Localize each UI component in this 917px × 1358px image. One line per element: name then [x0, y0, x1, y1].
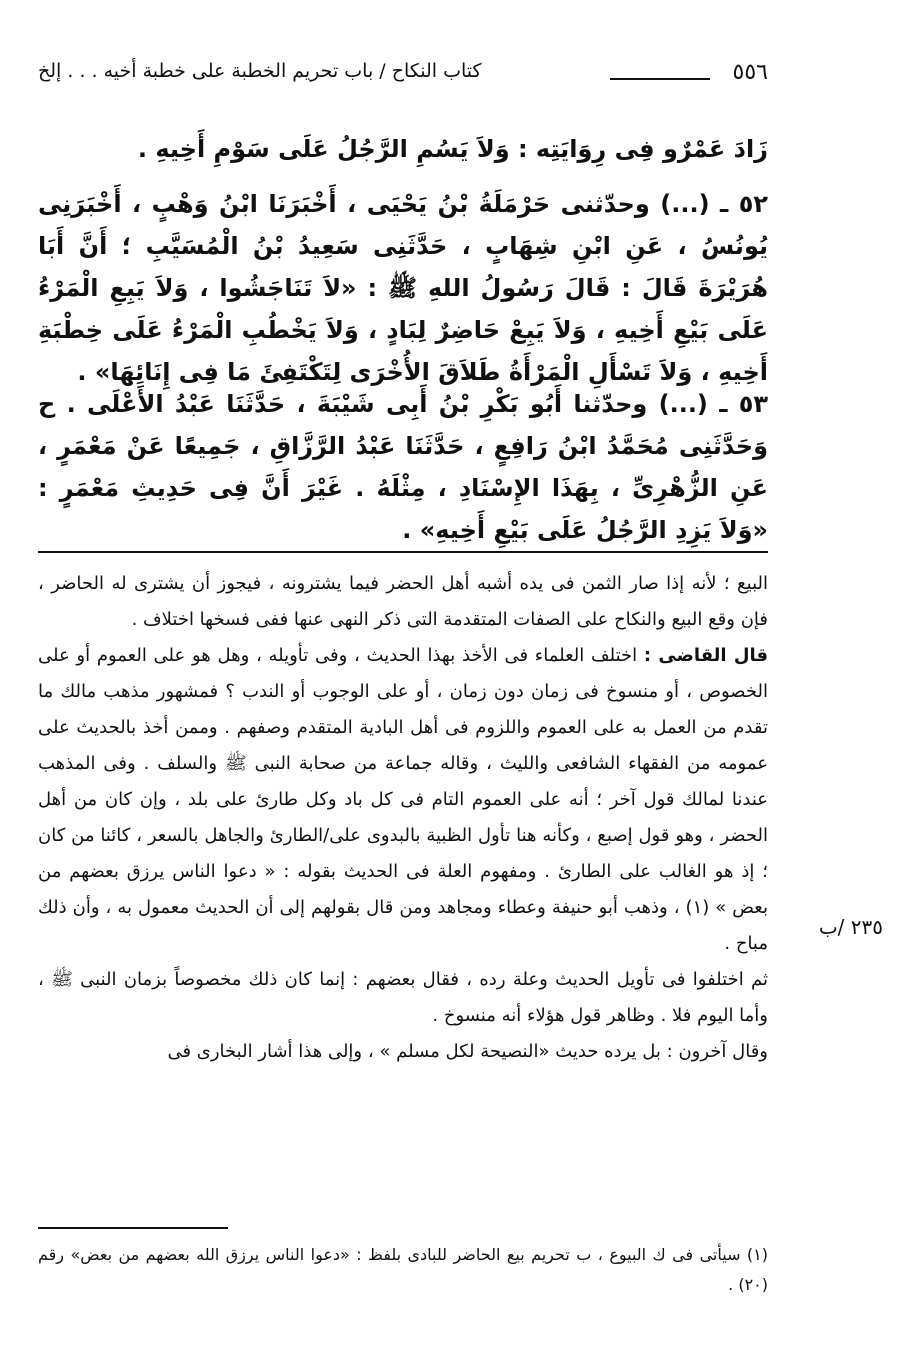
running-title: كتاب النكاح / باب تحريم الخطبة على خطبة أخيه . . . إلخ: [38, 60, 482, 82]
hadith-53-text: ٥٣ ـ (...) وحدّثنا أَبُو بَكْرِ بْنُ أَبِى شَيْبَةَ ، حَدَّثَنَا عَبْدُ الأَعْلَى . ح وَحَدَّثَنِى مُحَمَّدُ ابْنُ رَافِعٍ ، حَدَّثَنَا عَبْدُ الرَّزَّاقِ ، جَمِيعًا عَنْ مَعْمَرٍ ، عَنِ الزُّهْرِىِّ ، بِهَذَا الإِسْنَادِ ، مِثْلَهُ . غَيْرَ أَنَّ فِى حَدِيثِ مَعْمَرٍ : «وَلاَ يَزِدِ الرَّجُلُ عَلَى بَيْعِ أَخِيهِ» .: [38, 390, 768, 544]
commentary-paragraph-2-lead: قال القاضى :: [643, 645, 768, 666]
commentary-paragraph-3: ثم اختلفوا فى تأويل الحديث وعلة رده ، فقال بعضهم : إنما كان ذلك مخصوصاً بزمان النبى ﷺ ، وأما اليوم فلا . وظاهر قول هؤلاء أنه منسوخ .: [38, 969, 768, 1026]
hadith-53: [38, 383, 768, 551]
footnote: (١) سيأتى فى ك البيوع ، ب تحريم بيع الحاضر للبادى بلفظ : «دعوا الناس يرزق الله بعضهم من بعض» رقم (٢٠) .: [38, 1245, 768, 1294]
hadith-52-text: ٥٢ ـ (...) وحدّثنى حَرْمَلَةُ بْنُ يَحْيَى ، أَخْبَرَنَا ابْنُ وَهْبٍ ، أَخْبَرَنِى يُونُسُ ، عَنِ ابْنِ شِهَابٍ ، حَدَّثَنِى سَعِيدُ بْنُ الْمُسَيَّبِ ؛ أَنَّ أَبَا هُرَيْرَةَ قَالَ : قَالَ رَسُولُ اللهِ ﷺ : «لاَ تَنَاجَشُوا ، وَلاَ يَبِعِ الْمَرْءُ عَلَى بَيْعِ أَخِيهِ ، وَلاَ يَبِعْ حَاضِرٌ لِبَادٍ ، وَلاَ يَخْطُبِ الْمَرْءُ عَلَى خِطْبَةِ أَخِيهِ ، وَلاَ تَسْأَلِ الْمَرْأَةُ طَلاَقَ الأُخْرَى لِتَكْتَفِئَ مَا فِى إِنَائِهَا» .: [38, 190, 768, 386]
text-commentary-separator: [38, 551, 768, 553]
page-number: ٥٥٦: [732, 60, 768, 85]
commentary-paragraph-2: [38, 638, 768, 962]
hadith-intro: [38, 128, 768, 170]
commentary-paragraph-1: البيع ؛ لأنه إذا صار الثمن فى يده أشبه أهل الحضر فيما يشترونه ، فيجوز أن يشترى له الحاضر ، فإن وقع البيع والنكاح على الصفات المتقدمة التى ذكر النهى عنها ففى فسخها اختلاف .: [38, 573, 768, 630]
commentary-section: [38, 566, 768, 1070]
commentary-paragraph-2-body: اختلف العلماء فى الأخذ بهذا الحديث ، وفى تأويله ، وهل هو على العموم أو على الخصوص ، أو منسوخ فى زمان دون زمان ، أو على الوجوب أو الندب ؟ فمشهور مذهب مالك ما تقدم من العمل به على العموم واللزوم فى أهل البادية المتقدم وصفهم . وممن أخذ بالحديث على عمومه من الفقهاء الشافعى والليث ، وقاله جماعة من صحابة النبى ﷺ والسلف . وفى المذهب عندنا لمالك قول آخر ؛ أنه على العموم التام فى كل باد وكل طارئ على بلد ، وإن كان من أهل الحضر ، وهو قول إصبع ، وكأنه هنا تأول الظبية بالبدوى على/الطارئ والجاهل بالسعر ، كائنا من كان ؛ إذ هو الغالب على الطارئ . ومفهوم العلة فى الحديث بقوله : « دعوا الناس يرزق بعضهم من بعض » (١) ، وذهب أبو حنيفة وعطاء ومجاهد ومن قال بقولهم إلى أن الحديث معمول به ، وأن ذلك مباح .: [38, 645, 768, 954]
manuscript-folio-note: ٢٣٥ /ب: [818, 915, 883, 939]
commentary-paragraph-4: وقال آخرون : بل يرده حديث «النصيحة لكل مسلم » ، وإلى هذا أشار البخارى فى: [167, 1041, 768, 1062]
header-rule: [610, 78, 710, 80]
page-header: [38, 56, 768, 92]
footnote-rule: [38, 1227, 228, 1229]
hadith-52: [38, 183, 768, 393]
hadith-intro-text: زَادَ عَمْرٌو فِى رِوَايَتِه : وَلاَ يَسُمِ الرَّجُلُ عَلَى سَوْمِ أَخِيهِ .: [137, 135, 768, 163]
